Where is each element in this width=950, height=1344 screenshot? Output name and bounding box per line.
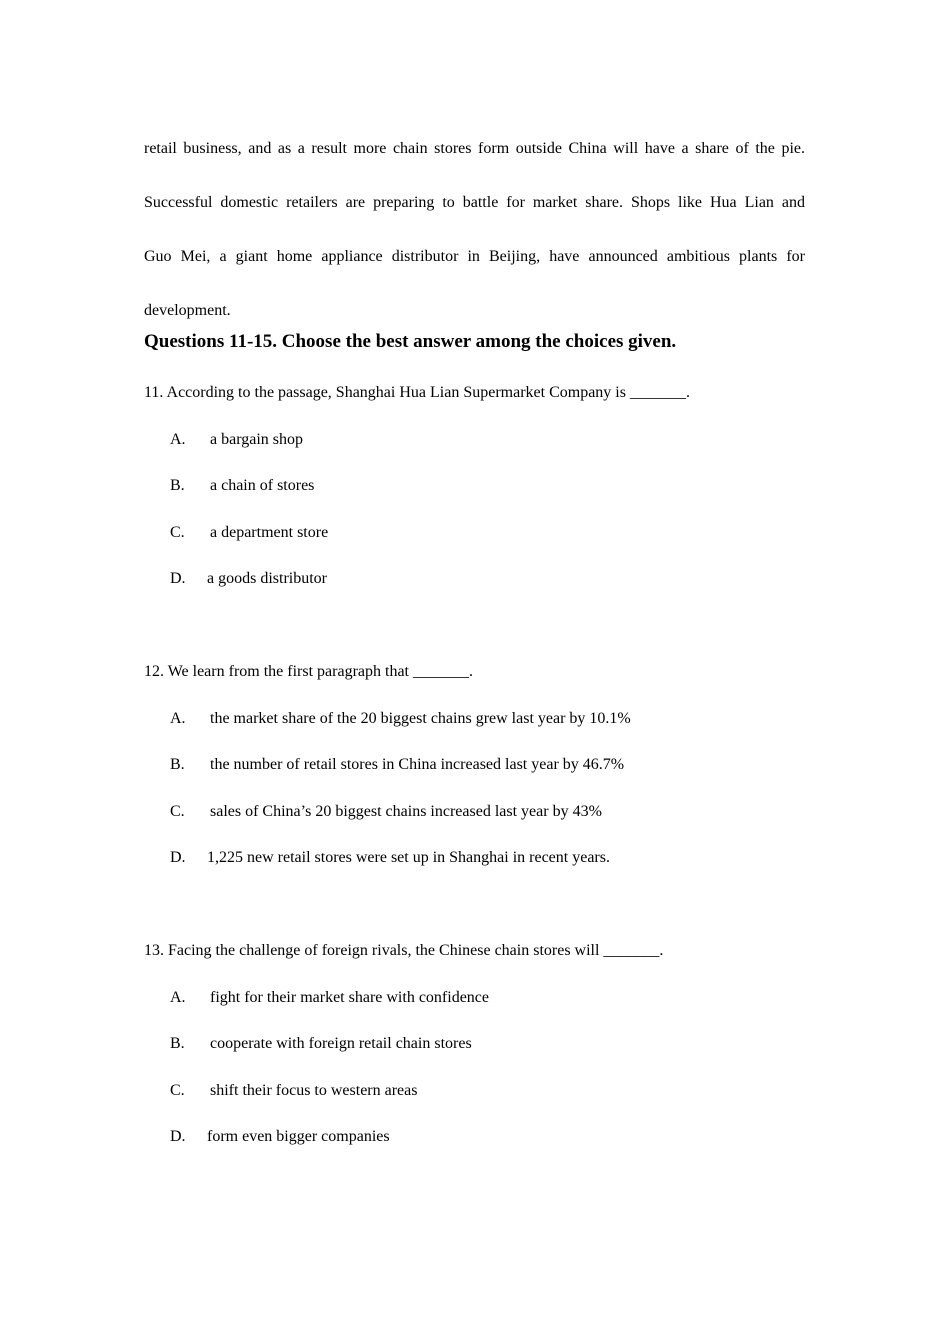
passage-line: development.: [144, 302, 231, 319]
option-letter: B.: [170, 1035, 185, 1052]
option-text: sales of China’s 20 biggest chains increased last year by 43%: [210, 803, 602, 820]
option-letter: C.: [170, 1082, 185, 1099]
section-heading: Questions 11-15. Choose the best answer among the choices given.: [144, 331, 677, 352]
option-letter: D.: [170, 849, 186, 866]
option-letter: D.: [170, 1128, 186, 1145]
option-a: [170, 988, 489, 1008]
passage-line: Guo Mei, a giant home appliance distributor in Beijing, have announced ambitious plants for: [144, 248, 805, 265]
option-text: 1,225 new retail stores were set up in Shanghai in recent years.: [207, 849, 610, 866]
option-text: cooperate with foreign retail chain stores: [210, 1035, 472, 1052]
option-letter: A.: [170, 710, 186, 727]
option-c: [170, 802, 602, 822]
option-text: the market share of the 20 biggest chains grew last year by 10.1%: [210, 710, 631, 727]
question-stem: 12. We learn from the first paragraph that _______.: [144, 663, 473, 680]
option-c: [170, 1081, 417, 1101]
option-a: [170, 430, 303, 450]
option-letter: B.: [170, 477, 185, 494]
option-d: [170, 1127, 390, 1147]
option-letter: A.: [170, 989, 186, 1006]
option-text: a bargain shop: [210, 431, 304, 448]
option-b: [170, 476, 314, 496]
passage-line: Successful domestic retailers are preparing to battle for market share. Shops like Hua Lian and: [144, 194, 805, 211]
option-b: [170, 1034, 472, 1054]
question-stem: 13. Facing the challenge of foreign rivals, the Chinese chain stores will _______.: [144, 942, 664, 959]
option-text: shift their focus to western areas: [210, 1082, 418, 1099]
option-text: a chain of stores: [210, 477, 315, 494]
option-letter: A.: [170, 431, 186, 448]
option-b: [170, 755, 624, 775]
option-c: [170, 523, 328, 543]
option-a: [170, 709, 631, 729]
option-text: a goods distributor: [207, 570, 327, 587]
question-stem: 11. According to the passage, Shanghai Hua Lian Supermarket Company is _______.: [144, 384, 690, 401]
option-letter: C.: [170, 524, 185, 541]
option-text: fight for their market share with confidence: [210, 989, 489, 1006]
option-d: [170, 848, 610, 868]
option-letter: D.: [170, 570, 186, 587]
passage-text: [144, 122, 805, 338]
option-letter: C.: [170, 803, 185, 820]
option-text: the number of retail stores in China increased last year by 46.7%: [210, 756, 625, 773]
option-letter: B.: [170, 756, 185, 773]
option-text: form even bigger companies: [207, 1128, 390, 1145]
option-d: [170, 569, 327, 589]
option-text: a department store: [210, 524, 329, 541]
passage-line: retail business, and as a result more chain stores form outside China will have a share of the pie.: [144, 140, 805, 157]
